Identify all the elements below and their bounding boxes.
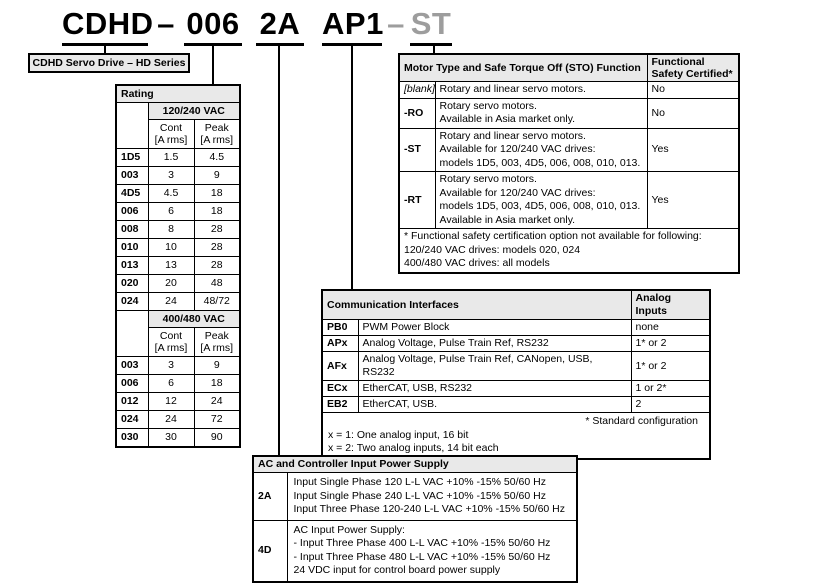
rating-row: 020 20 48 [116, 275, 240, 293]
rating-row: 003 3 9 [116, 357, 240, 375]
rating-row: 010 10 28 [116, 239, 240, 257]
rating-row: 1D5 1.5 4.5 [116, 149, 240, 167]
power-description: Input Single Phase 120 L-L VAC +10% -15% 50/60 Hz Input Single Phase 240 L-L VAC +10% -15% 50/60 Hz Input Three Phase 120-240 L-L VAC +10% -15% 50/60 Hz [287, 473, 577, 521]
motor-footnote: * Functional safety certification option not available for following: 120/240 VAC drives: models 020, 024 400/480 VAC drives: all models [399, 229, 739, 273]
model-separator-1: – [157, 6, 175, 41]
motor-certified: Yes [647, 172, 739, 229]
motor-sto-table [398, 53, 740, 274]
rating-col-cont: Cont [A rms] [148, 328, 194, 357]
rating-row: 006 6 18 [116, 375, 240, 393]
rating-row: 012 12 24 [116, 393, 240, 411]
rating-row: 003 3 9 [116, 167, 240, 185]
rating-row: 024 24 48/72 [116, 293, 240, 311]
rating-row: 013 13 28 [116, 257, 240, 275]
comm-row: EB2 EtherCAT, USB. 2 [322, 397, 710, 413]
comm-row: AFx Analog Voltage, Pulse Train Ref, CANopen, USB, RS232 1* or 2 [322, 352, 710, 381]
motor-description: Rotary servo motors. Available in Asia market only. [435, 98, 647, 128]
motor-description: Rotary and linear servo motors. Available for 120/240 VAC drives: models 1D5, 003, 4D5, 006, 008, 010, 013. [435, 128, 647, 172]
power-row-4d [253, 520, 577, 582]
rating-section2-header: 400/480 VAC [148, 311, 240, 328]
power-table-title: AC and Controller Input Power Supply [253, 456, 577, 473]
motor-description: Rotary servo motors. Available for 120/240 VAC drives: models 1D5, 003, 4D5, 006, 008, 010, 013. Available in Asia market only. [435, 172, 647, 229]
rating-col-peak: Peak [A rms] [194, 328, 240, 357]
rating-section1-header: 120/240 VAC [148, 103, 240, 120]
rating-row: 4D5 4.5 18 [116, 185, 240, 203]
power-table [252, 455, 578, 583]
rating-table [115, 84, 241, 448]
motor-row-rt [399, 172, 739, 229]
model-segment-motor: ST [410, 6, 452, 46]
motor-table-title: Motor Type and Safe Torque Off (STO) Function [399, 54, 647, 82]
rating-empty-cell [116, 103, 148, 149]
rating-col-peak: Peak [A rms] [194, 120, 240, 149]
comm-footnote: * Standard configuration x = 1: One analog input, 16 bit x = 2: Two analog inputs, 14 bit each [322, 413, 710, 459]
power-description: AC Input Power Supply: - Input Three Phase 400 L-L VAC +10% -15% 50/60 Hz - Input Three Phase 480 L-L VAC +10% -15% 50/60 Hz 24 VDC input for control board power supply [287, 520, 577, 582]
power-code: 2A [253, 473, 287, 521]
motor-description: Rotary and linear servo motors. [435, 82, 647, 99]
comm-table [321, 289, 711, 460]
rating-row: 008 8 28 [116, 221, 240, 239]
connector-line-series [104, 44, 106, 53]
motor-code: -RO [399, 98, 435, 128]
model-separator-2: – [387, 6, 405, 41]
power-code: 4D [253, 520, 287, 582]
motor-certified: No [647, 98, 739, 128]
motor-row-blank [399, 82, 739, 99]
motor-certified: No [647, 82, 739, 99]
model-segment-series: CDHD [62, 6, 148, 46]
power-row-2a [253, 473, 577, 521]
rating-row: 006 6 18 [116, 203, 240, 221]
rating-row: 024 24 72 [116, 411, 240, 429]
rating-col-cont: Cont [A rms] [148, 120, 194, 149]
connector-line-interface [351, 44, 353, 289]
connector-line-rating [212, 44, 214, 84]
connector-line-motor [433, 44, 435, 53]
motor-row-st [399, 128, 739, 172]
motor-certified: Yes [647, 128, 739, 172]
model-segment-rating: 006 [184, 6, 242, 46]
comm-footnote-row [322, 413, 710, 459]
motor-table-safety-col-header: Functional Safety Certified* [647, 54, 739, 82]
comm-row: ECx EtherCAT, USB, RS232 1 or 2* [322, 381, 710, 397]
comm-table-title: Communication Interfaces [322, 290, 631, 320]
model-segment-power: 2A [256, 6, 304, 46]
motor-code: -ST [399, 128, 435, 172]
motor-code: [blank] [399, 82, 435, 99]
comm-row: PB0 PWM Power Block none [322, 320, 710, 336]
series-label-box: CDHD Servo Drive – HD Series [28, 53, 190, 73]
comm-analog-col-header: Analog Inputs [631, 290, 710, 320]
rating-row: 030 30 90 [116, 429, 240, 448]
rating-table-title: Rating [116, 85, 240, 103]
motor-footnote-row [399, 229, 739, 273]
rating-empty-cell [116, 311, 148, 357]
comm-row: APx Analog Voltage, Pulse Train Ref, RS232 1* or 2 [322, 336, 710, 352]
model-segment-interface: AP1 [322, 6, 382, 46]
motor-row-ro [399, 98, 739, 128]
motor-code: -RT [399, 172, 435, 229]
connector-line-power [278, 44, 280, 455]
comm-standard-config-note: * Standard configuration [585, 415, 698, 427]
